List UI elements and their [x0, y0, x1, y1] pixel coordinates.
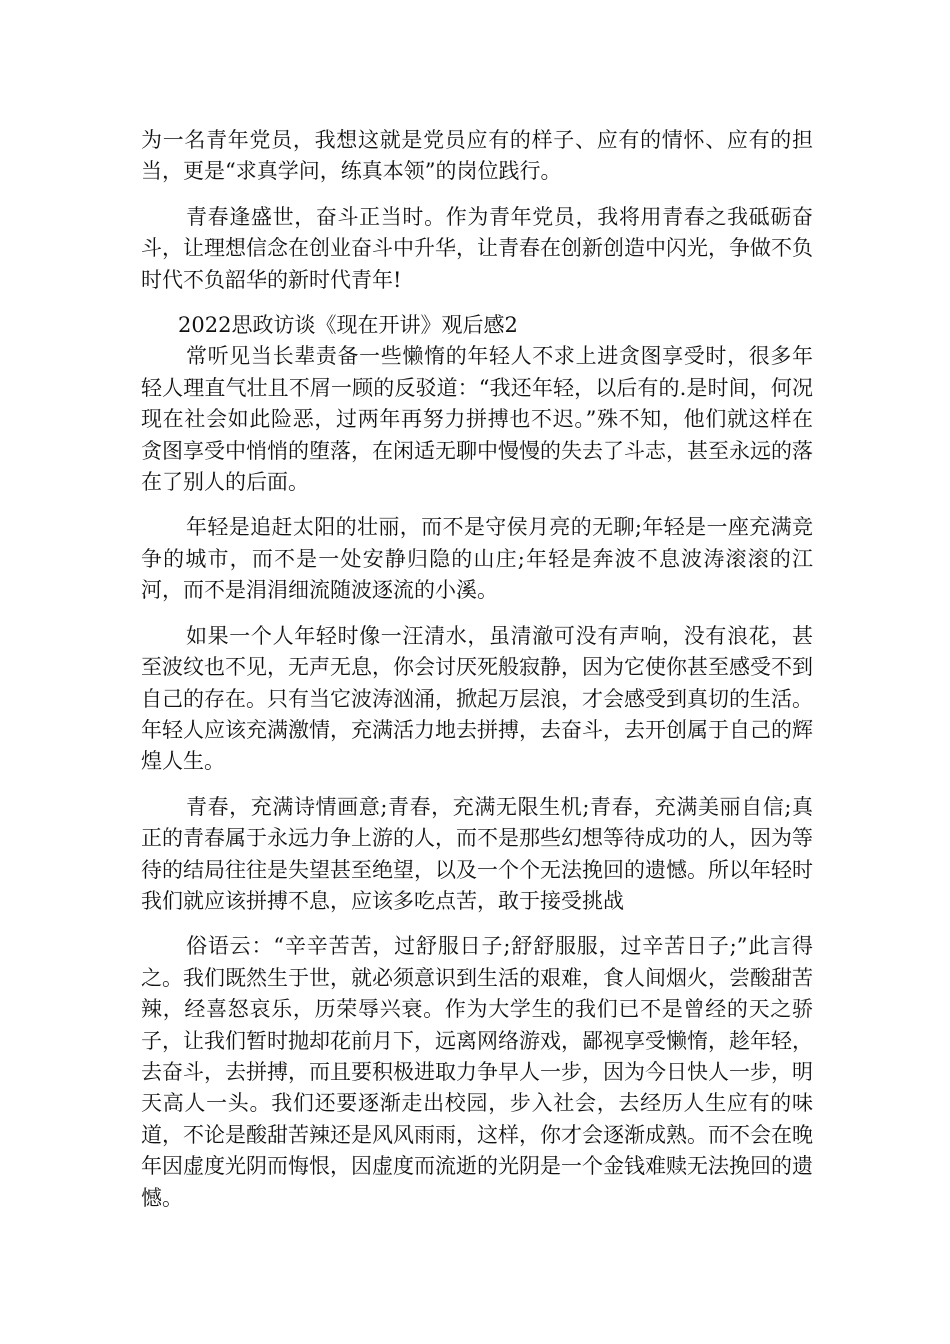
section-title: 2022思政访谈《现在开讲》观后感2 — [178, 313, 518, 338]
paragraph: 年轻是追赶太阳的壮丽，而不是守侯月亮的无聊;年轻是一座充满竞争的城市，而不是一处安静归隐的山庄;年轻是奔波不息波涛滚滚的江河，而不是涓涓细流随波逐流的小溪。 — [141, 515, 813, 603]
document-body — [141, 125, 813, 1228]
paragraph: 青春逢盛世，奋斗正当时。作为青年党员，我将用青春之我砥砺奋斗，让理想信念在创业奋斗中升华，让青春在创新创造中闪光，争做不负时代不负韶华的新时代青年! — [141, 204, 813, 292]
paragraph: 如果一个人年轻时像一汪清水，虽清澈可没有声响，没有浪花，甚至波纹也不见，无声无息，你会讨厌死般寂静，因为它使你甚至感受不到自己的存在。只有当它波涛汹涌，掀起万层浪，才会感受到真切的生活。年轻人应该充满激情，充满活力地去拼搏，去奋斗，去开创属于自己的辉煌人生。 — [141, 623, 813, 774]
paragraph: 青春，充满诗情画意;青春，充满无限生机;青春，充满美丽自信;真正的青春属于永远力争上游的人，而不是那些幻想等待成功的人，因为等待的结局往往是失望甚至绝望，以及一个个无法挽回的遗憾。所以年轻时我们就应该拼搏不息，应该多吃点苦，敢于接受挑战 — [141, 794, 813, 913]
paragraph-continued: 为一名青年党员，我想这就是党员应有的样子、应有的情怀、应有的担当，更是“求真学问，练真本领”的岗位践行。 — [141, 128, 813, 184]
paragraph: 俗语云：“辛辛苦苦，过舒服日子;舒舒服服，过辛苦日子;”此言得之。我们既然生于世，就必须意识到生活的艰难，食人间烟火，尝酸甜苦辣，经喜怒哀乐，历荣辱兴衰。作为大学生的我们已不是曾经的天之骄子，让我们暂时抛却花前月下，远离网络游戏，鄙视享受懒惰，趁年轻，去奋斗，去拼搏，而且要积极进取力争早人一步，因为今日快人一步，明天高人一头。我们还要逐渐走出校园，步入社会，去经历人生应有的味道，不论是酸甜苦辣还是风风雨雨，这样，你才会逐渐成熟。而不会在晚年因虚度光阴而悔恨，因虚度而流逝的光阴是一个金钱难赎无法挽回的遗憾。 — [141, 934, 813, 1210]
paragraph: 常听见当长辈责备一些懒惰的年轻人不求上进贪图享受时，很多年轻人理直气壮且不屑一顾的反驳道：“我还年轻，以后有的.是时间，何况现在社会如此险恶，过两年再努力拼搏也不迟。”殊不知，他们就这样在贪图享受中悄悄的堕落，在闲适无聊中慢慢的失去了斗志，甚至永远的落在了别人的后面。 — [141, 344, 813, 495]
